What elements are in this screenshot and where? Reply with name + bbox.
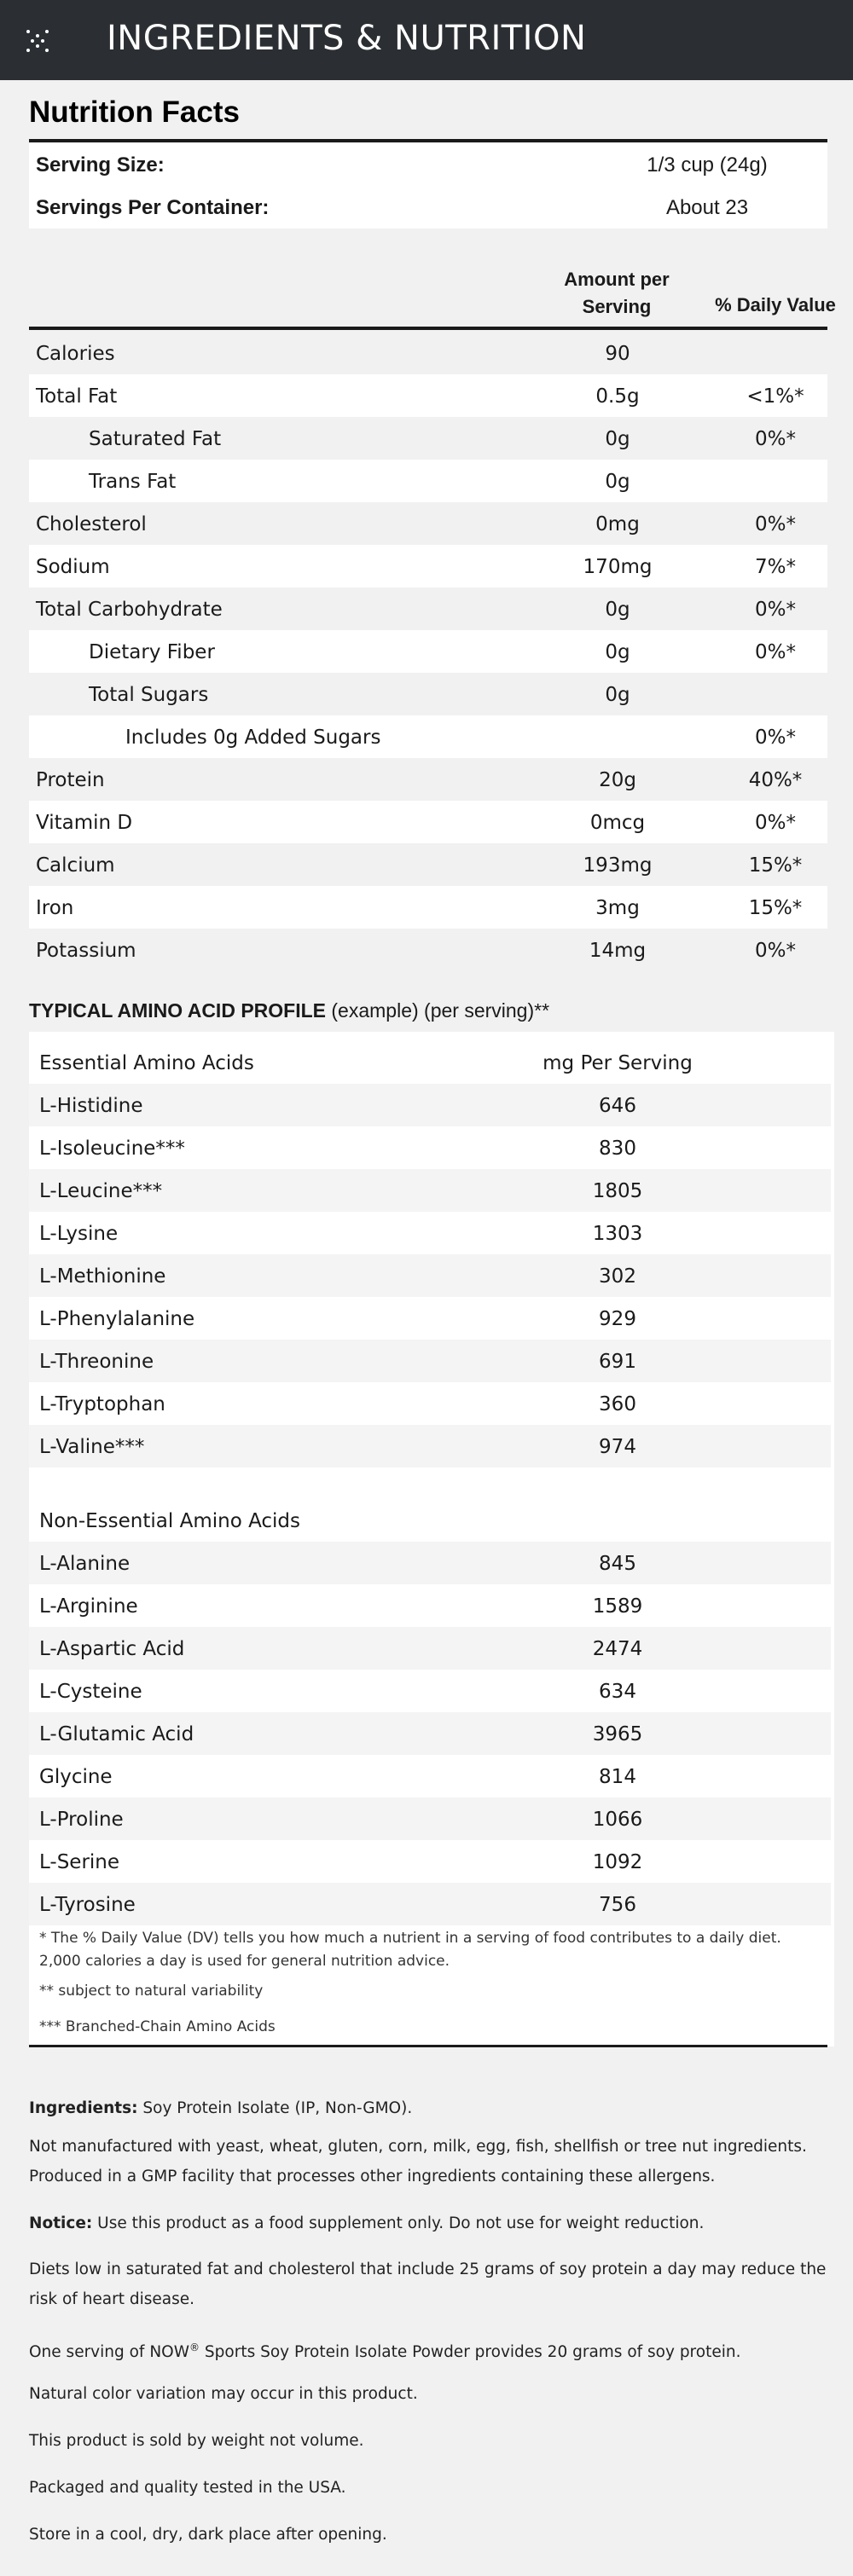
amino-acid-name: L-Lysine: [39, 1223, 119, 1245]
amino-acid-mg: 646: [599, 1095, 636, 1117]
nutrient-amount: 14mg: [589, 940, 647, 962]
nutrition-row: [29, 843, 827, 886]
divider: [29, 139, 827, 142]
servings-label: Servings Per Container:: [36, 196, 270, 219]
amino-acid-row: [29, 1254, 831, 1297]
nutrition-row: [29, 929, 827, 971]
nutrient-name: Calcium: [36, 854, 115, 877]
storage-note: Store in a cool, dry, dark place after opening.: [29, 2526, 387, 2544]
amino-acid-row: [29, 1584, 831, 1627]
nutrition-row: [29, 332, 827, 374]
nutrition-row: [29, 673, 827, 715]
amino-acid-mg: 974: [599, 1436, 636, 1458]
amino-acid-name: L-Glutamic Acid: [39, 1723, 194, 1745]
nutrient-name: Protein: [36, 769, 105, 791]
amino-acid-row: [29, 1340, 831, 1382]
nutrient-daily-value: 0%*: [755, 940, 796, 962]
amino-acid-name: L-Valine***: [39, 1436, 145, 1458]
amino-acid-row: [29, 1382, 831, 1425]
allergen-statement: Not manufactured with yeast, wheat, gluten, corn, milk, egg, fish, shellfish or tree nut ingredients. Produced in a GMP facility that processes other ingredients containing these allergens.: [29, 2138, 807, 2185]
notice-text: [29, 2208, 831, 2238]
amino-acid-name: L-Threonine: [39, 1351, 154, 1373]
nutrient-name: Potassium: [36, 940, 136, 962]
nutrient-amount: 0g: [605, 641, 630, 663]
page-header: [0, 0, 853, 80]
amino-acid-name: L-Aspartic Acid: [39, 1638, 185, 1660]
nutrient-amount: 0g: [605, 599, 630, 621]
nutrient-daily-value: 0%*: [755, 726, 796, 749]
nutrient-amount: 170mg: [583, 556, 653, 578]
amino-acid-row: [29, 1084, 831, 1126]
nutrient-amount: 3mg: [595, 897, 640, 919]
nutrition-row: [29, 630, 827, 673]
servings-value: About 23: [665, 196, 749, 219]
ingredients-text: [29, 2093, 831, 2123]
mg-per-serving-header: mg Per Serving: [543, 1052, 693, 1074]
nutrient-name: Calories: [36, 343, 115, 365]
amino-acid-name: L-Serine: [39, 1851, 120, 1873]
amino-acid-mg: 830: [599, 1137, 636, 1160]
ingredients-value: Soy Protein Isolate (IP, Non-GMO).: [137, 2099, 413, 2117]
nutrient-name: Trans Fat: [89, 471, 177, 493]
color-variation-note: Natural color variation may occur in this product.: [29, 2385, 418, 2403]
amino-acid-mg: 1589: [592, 1595, 643, 1618]
nutrition-row: [29, 758, 827, 801]
amino-acid-row: [29, 1212, 831, 1254]
serving-size-row: [29, 143, 827, 186]
serving-size-label: Serving Size:: [36, 153, 165, 177]
grid-dots-icon: [26, 29, 49, 53]
amount-header-line1: Amount per: [564, 269, 670, 290]
amino-acid-row: [29, 1542, 831, 1584]
ingredients-label: Ingredients:: [29, 2099, 138, 2117]
nutrition-row: [29, 374, 827, 417]
amino-acid-row: [29, 1126, 831, 1169]
nutrient-daily-value: 7%*: [755, 556, 796, 578]
nutrient-daily-value: 40%*: [748, 769, 803, 791]
nutrition-row: [29, 502, 827, 545]
nutrient-amount: 0mg: [595, 513, 640, 535]
amino-acid-mg: 845: [599, 1553, 636, 1575]
amount-header-line2: Serving: [582, 296, 652, 317]
footnote-bcaa: *** Branched-Chain Amino Acids: [39, 2018, 276, 2035]
amino-acid-mg: 360: [599, 1393, 636, 1415]
page-title: INGREDIENTS & NUTRITION: [107, 19, 587, 58]
nutrient-daily-value: 15%*: [748, 897, 803, 919]
essential-header-row: [29, 1041, 831, 1084]
nutrient-name: Saturated Fat: [89, 428, 222, 450]
nutrient-daily-value: 0%*: [755, 513, 796, 535]
amino-acid-name: L-Tyrosine: [39, 1894, 136, 1916]
amino-acid-name: L-Methionine: [39, 1265, 166, 1288]
amino-acid-row: [29, 1169, 831, 1212]
nutrient-name: Iron: [36, 897, 74, 919]
amino-acid-mg: 929: [599, 1308, 636, 1330]
amino-acid-name: L-Leucine***: [39, 1180, 163, 1202]
amino-acid-row: [29, 1840, 831, 1883]
footnote-daily-value: * The % Daily Value (DV) tells you how much a nutrient in a serving of food contributes to a daily diet. 2,000 calories a day is used for general nutrition advice.: [39, 1930, 781, 1970]
amino-acid-mg: 3965: [592, 1723, 643, 1745]
serving-size-value: 1/3 cup (24g): [647, 153, 768, 177]
nutrient-amount: 0g: [605, 471, 630, 493]
nutrient-amount: 0g: [605, 428, 630, 450]
nutrient-name: Total Carbohydrate: [36, 599, 223, 621]
amino-acid-mg: 691: [599, 1351, 636, 1373]
amino-acid-row: [29, 1670, 831, 1712]
nutrient-amount: 20g: [599, 769, 636, 791]
serving-protein-statement: [29, 2333, 831, 2367]
weight-note: This product is sold by weight not volume.: [29, 2432, 364, 2450]
nutrient-daily-value: 15%*: [748, 854, 803, 877]
amino-acid-row: [29, 1712, 831, 1755]
nutrition-row: [29, 801, 827, 843]
nutrient-name: Vitamin D: [36, 812, 133, 834]
notice-label: Notice:: [29, 2214, 93, 2232]
nutrition-facts-title: Nutrition Facts: [29, 96, 240, 129]
amino-acid-row: [29, 1297, 831, 1340]
footnote-variability: ** subject to natural variability: [39, 1983, 264, 2000]
amino-acid-name: L-Isoleucine***: [39, 1137, 185, 1160]
nutrient-daily-value: 0%*: [755, 812, 796, 834]
amino-acid-mg: 814: [599, 1766, 636, 1788]
amino-acid-row: [29, 1425, 831, 1467]
divider: [29, 2045, 827, 2047]
amino-acid-name: L-Histidine: [39, 1095, 143, 1117]
notice-value: Use this product as a food supplement only. Do not use for weight reduction.: [92, 2214, 705, 2232]
nutrient-name: Includes 0g Added Sugars: [125, 726, 381, 749]
nutrition-row: [29, 417, 827, 460]
nutrient-daily-value: <1%*: [746, 385, 804, 408]
serving-post: Sports Soy Protein Isolate Powder provides 20 grams of soy protein.: [200, 2343, 741, 2362]
amino-title-bold: TYPICAL AMINO ACID PROFILE: [29, 999, 326, 1022]
amino-acid-name: L-Alanine: [39, 1553, 131, 1575]
divider: [29, 327, 827, 330]
nutrient-amount: 0mcg: [589, 812, 646, 834]
nutrition-row: [29, 545, 827, 588]
nutrition-row: [29, 715, 827, 758]
amino-acid-mg: 634: [599, 1681, 636, 1703]
amino-acid-row: [29, 1627, 831, 1670]
amino-acid-mg: 1303: [592, 1223, 643, 1245]
servings-per-container-row: [29, 186, 827, 229]
nutrition-table-header: [29, 264, 836, 321]
amino-acid-row: [29, 1755, 831, 1797]
amino-acid-name: L-Arginine: [39, 1595, 138, 1618]
amino-acid-mg: 2474: [592, 1638, 643, 1660]
registered-mark: ®: [189, 2342, 200, 2353]
amino-acid-mg: 756: [599, 1894, 636, 1916]
nutrient-amount: 193mg: [583, 854, 653, 877]
amino-acid-name: L-Proline: [39, 1809, 124, 1831]
amino-acid-name: L-Cysteine: [39, 1681, 142, 1703]
amino-acid-mg: 1066: [592, 1809, 643, 1831]
serving-pre: One serving of NOW: [29, 2343, 190, 2362]
nutrient-daily-value: 0%*: [755, 428, 796, 450]
heart-health-claim: Diets low in saturated fat and cholesterol that include 25 grams of soy protein a day may reduce the risk of heart disease.: [29, 2261, 827, 2308]
nutrient-name: Sodium: [36, 556, 110, 578]
nutrient-name: Total Fat: [36, 385, 118, 408]
nutrient-amount: 0.5g: [595, 385, 640, 408]
amino-acid-row: [29, 1797, 831, 1840]
nutrient-daily-value: 0%*: [755, 599, 796, 621]
nutrient-daily-value: 0%*: [755, 641, 796, 663]
nutrient-name: Cholesterol: [36, 513, 147, 535]
amino-acid-name: L-Phenylalanine: [39, 1308, 195, 1330]
amino-acid-row: [29, 1883, 831, 1925]
nonessential-header: Non-Essential Amino Acids: [39, 1510, 301, 1532]
nutrition-row: [29, 588, 827, 630]
amino-title-rest: (example) (per serving)**: [326, 999, 550, 1022]
amino-acid-name: L-Tryptophan: [39, 1393, 165, 1415]
nutrient-name: Total Sugars: [89, 684, 209, 706]
amino-acid-mg: 302: [599, 1265, 636, 1288]
nutrient-amount: 90: [605, 343, 630, 365]
nutrient-name: Dietary Fiber: [89, 641, 215, 663]
amino-acid-name: Glycine: [39, 1766, 113, 1788]
nutrition-row: [29, 460, 827, 502]
packaged-note: Packaged and quality tested in the USA.: [29, 2479, 346, 2497]
amino-acid-mg: 1805: [592, 1180, 643, 1202]
daily-value-column-header: % Daily Value: [715, 294, 836, 315]
nutrition-row: [29, 886, 827, 929]
nonessential-header-row: [29, 1499, 831, 1542]
amino-acid-mg: 1092: [592, 1851, 643, 1873]
amino-acid-title: [29, 999, 549, 1022]
essential-header: Essential Amino Acids: [39, 1052, 254, 1074]
nutrient-amount: 0g: [605, 684, 630, 706]
